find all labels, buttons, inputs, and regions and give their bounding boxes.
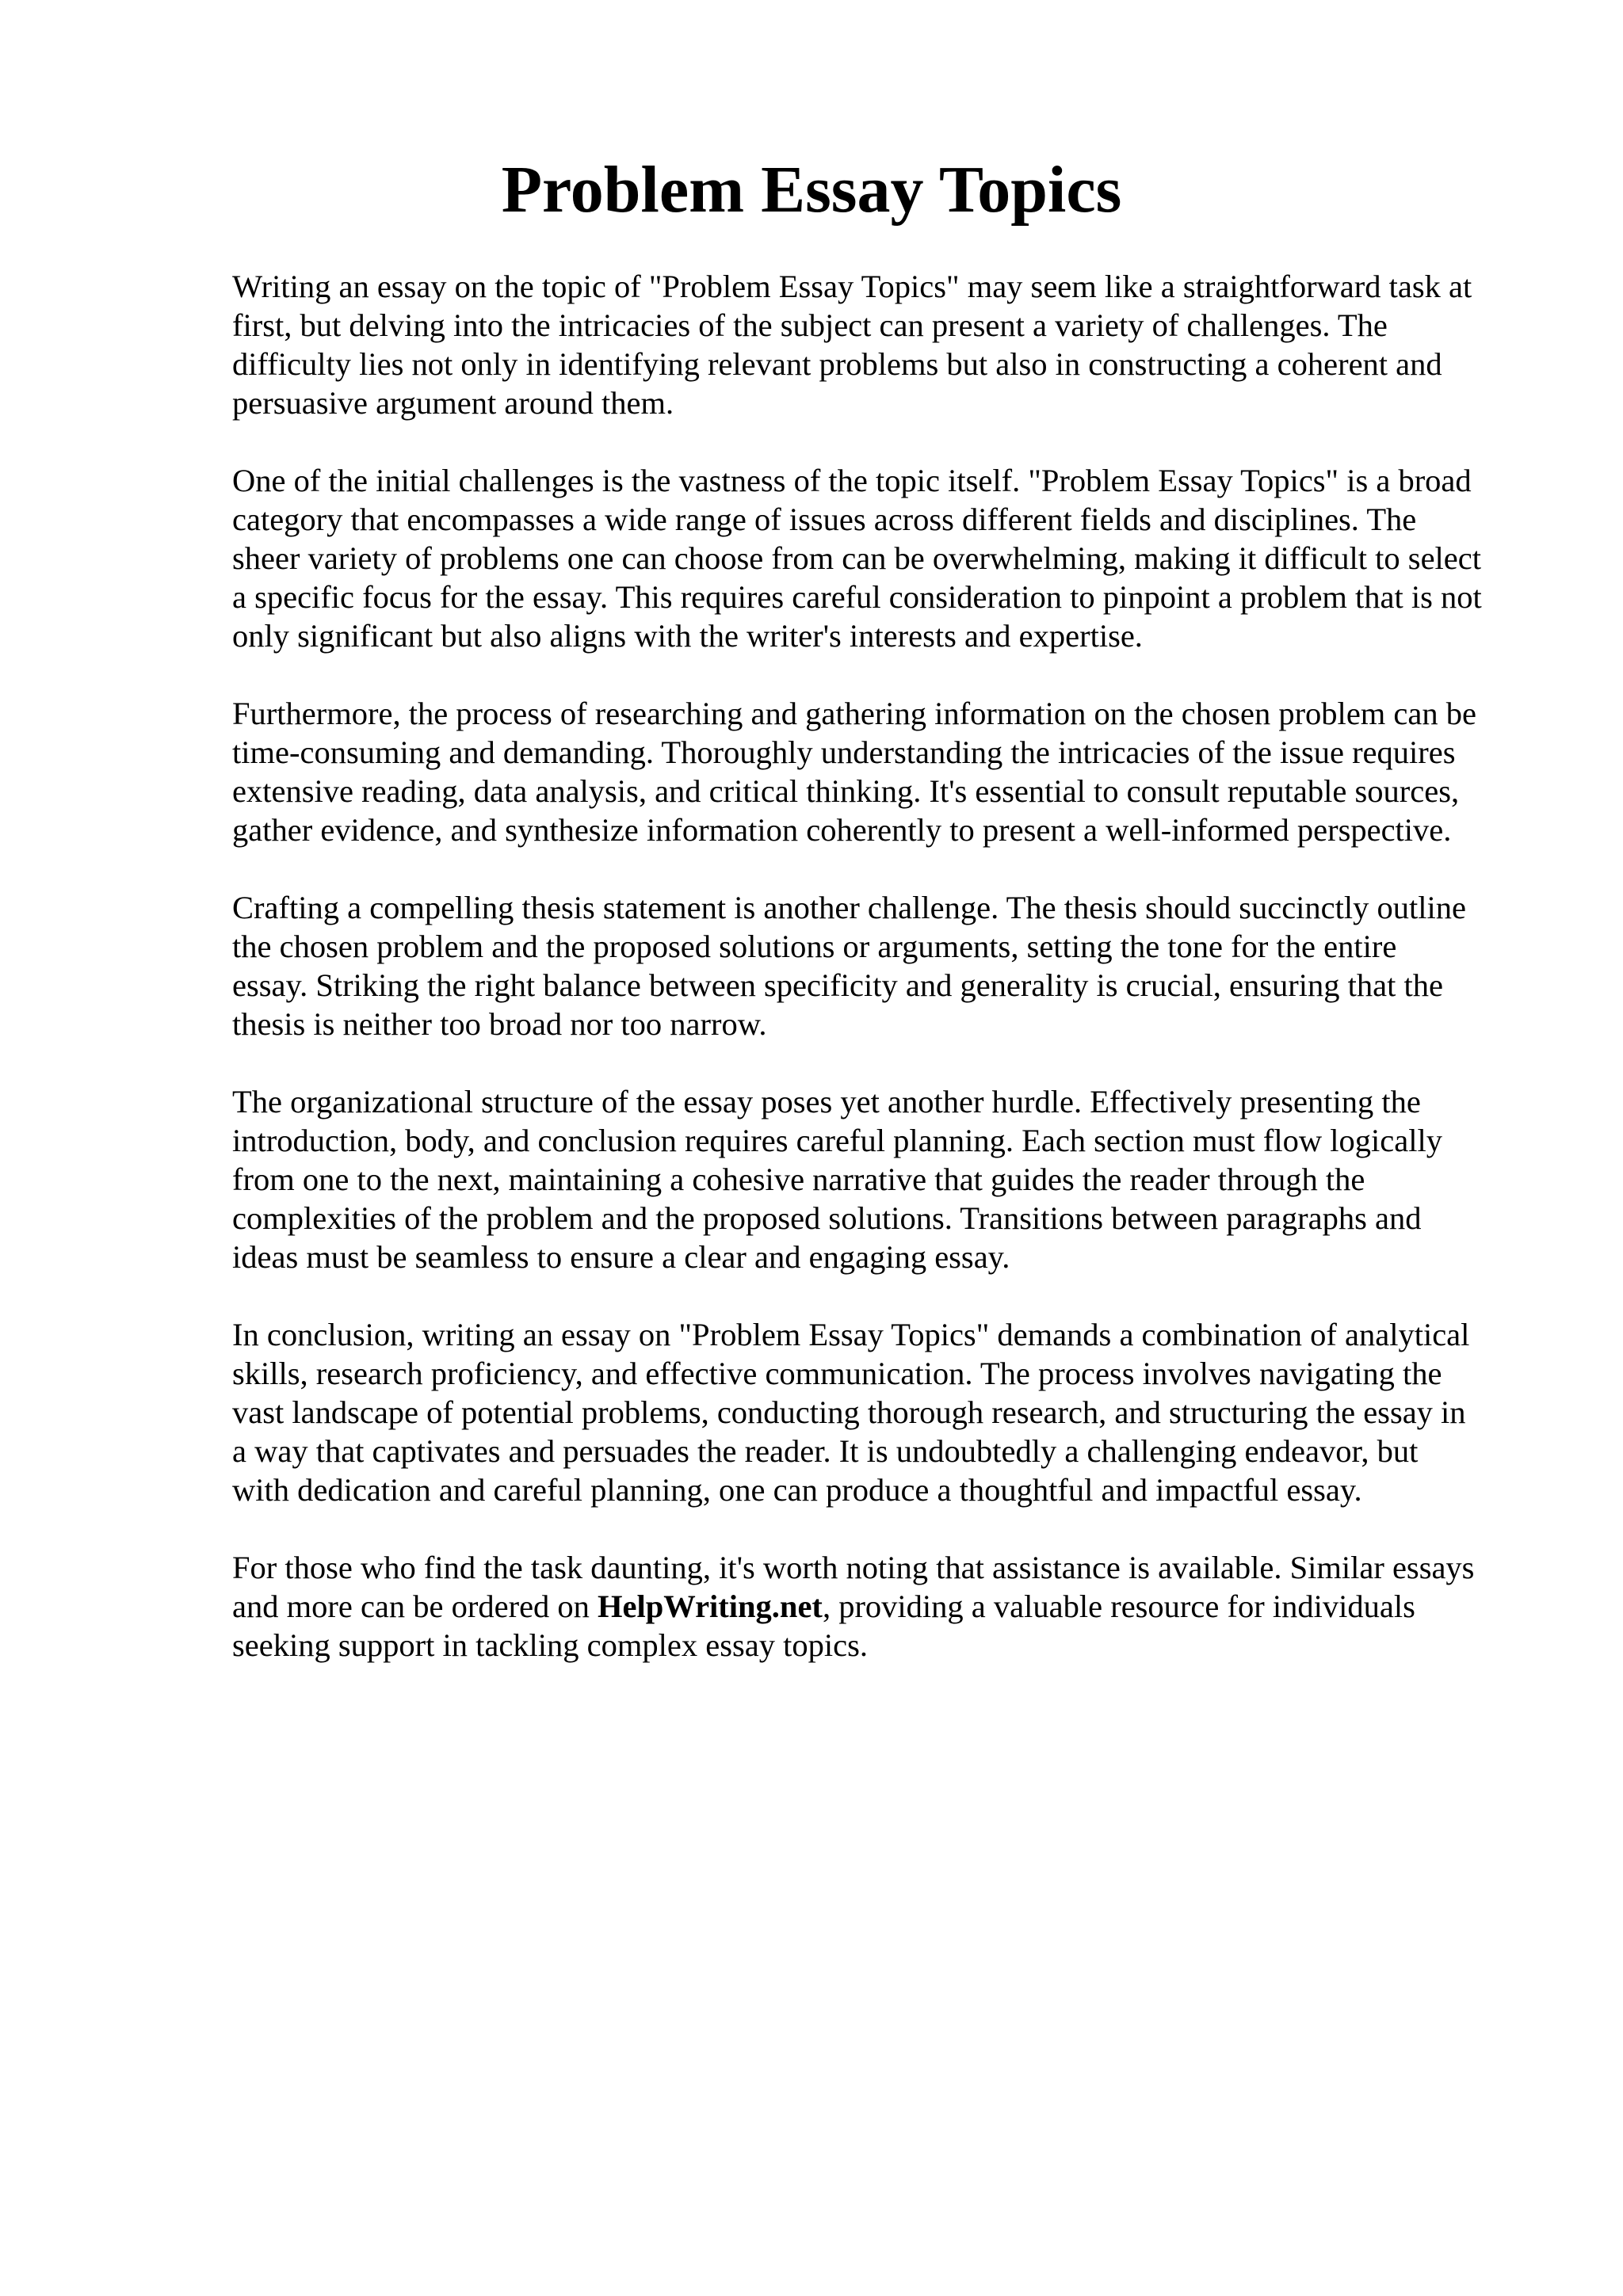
paragraph-line: difficulty lies not only in identifying relevant problems but also in constructing a coherent and xyxy=(232,346,1442,382)
paragraph-line: Crafting a compelling thesis statement is another challenge. The thesis should succinctly outline xyxy=(232,890,1467,925)
paragraph-2 xyxy=(232,461,1532,655)
paragraph-line: gather evidence, and synthesize information coherently to present a well-informed perspective. xyxy=(232,812,1452,848)
paragraph-1 xyxy=(232,267,1532,422)
paragraph-line: essay. Striking the right balance between specificity and generality is crucial, ensuring that the xyxy=(232,967,1443,1003)
helpwriting-link[interactable]: HelpWriting.net xyxy=(598,1589,823,1624)
closing-text-after-link: , providing a valuable resource for individuals xyxy=(822,1589,1415,1624)
page-title: Problem Essay Topics xyxy=(501,153,1122,227)
paragraph-line: thesis is neither too broad nor too narrow. xyxy=(232,1006,767,1042)
paragraph-line: extensive reading, data analysis, and critical thinking. It's essential to consult reputable sources, xyxy=(232,773,1460,809)
paragraph-line: introduction, body, and conclusion requires careful planning. Each section must flow logically xyxy=(232,1123,1442,1158)
paragraph-line: persuasive argument around them. xyxy=(232,385,674,421)
paragraph-line: seeking support in tackling complex essay topics. xyxy=(232,1627,868,1663)
paragraph-line: sheer variety of problems one can choose from can be overwhelming, making it difficult to select xyxy=(232,540,1481,576)
paragraph-line: only significant but also aligns with the writer's interests and expertise. xyxy=(232,618,1143,654)
document-body xyxy=(232,267,1532,1703)
paragraph-line: with dedication and careful planning, one can produce a thoughtful and impactful essay. xyxy=(232,1472,1362,1508)
paragraph-line: time-consuming and demanding. Thoroughly understanding the intricacies of the issue requires xyxy=(232,734,1456,770)
paragraph-line: the chosen problem and the proposed solutions or arguments, setting the tone for the entire xyxy=(232,929,1397,964)
paragraph-3 xyxy=(232,694,1532,849)
paragraph-line: category that encompasses a wide range of issues across different fields and disciplines. The xyxy=(232,502,1417,537)
paragraph-line: a way that captivates and persuades the reader. It is undoubtedly a challenging endeavor, but xyxy=(232,1433,1419,1469)
paragraph-line: complexities of the problem and the proposed solutions. Transitions between paragraphs and xyxy=(232,1200,1422,1236)
paragraph-line: The organizational structure of the essay poses yet another hurdle. Effectively presenting the xyxy=(232,1084,1421,1119)
paragraph-closing xyxy=(232,1548,1532,1665)
paragraph-line: One of the initial challenges is the vastness of the topic itself. "Problem Essay Topics" is a broad xyxy=(232,463,1472,498)
paragraph-line: ideas must be seamless to ensure a clear and engaging essay. xyxy=(232,1239,1010,1275)
paragraph-line: skills, research proficiency, and effective communication. The process involves navigating the xyxy=(232,1356,1442,1391)
paragraph-line: from one to the next, maintaining a cohesive narrative that guides the reader through the xyxy=(232,1161,1365,1197)
paragraph-line xyxy=(232,1587,1532,1626)
paragraph-line: Furthermore, the process of researching and gathering information on the chosen problem can be xyxy=(232,696,1476,731)
paragraph-line: Writing an essay on the topic of "Problem Essay Topics" may seem like a straightforward task at xyxy=(232,269,1472,304)
paragraph-5 xyxy=(232,1082,1532,1276)
closing-text-before-link: and more can be ordered on xyxy=(232,1589,598,1624)
paragraph-6 xyxy=(232,1315,1532,1509)
paragraph-line: a specific focus for the essay. This requires careful consideration to pinpoint a problem that is not xyxy=(232,579,1482,615)
paragraph-line: For those who find the task daunting, it's worth noting that assistance is available. Similar essays xyxy=(232,1550,1475,1585)
paragraph-line: first, but delving into the intricacies of the subject can present a variety of challenges. The xyxy=(232,307,1388,343)
paragraph-line: vast landscape of potential problems, conducting thorough research, and structuring the essay in xyxy=(232,1394,1466,1430)
paragraph-4 xyxy=(232,888,1532,1043)
paragraph-line: In conclusion, writing an essay on "Problem Essay Topics" demands a combination of analytical xyxy=(232,1317,1470,1352)
